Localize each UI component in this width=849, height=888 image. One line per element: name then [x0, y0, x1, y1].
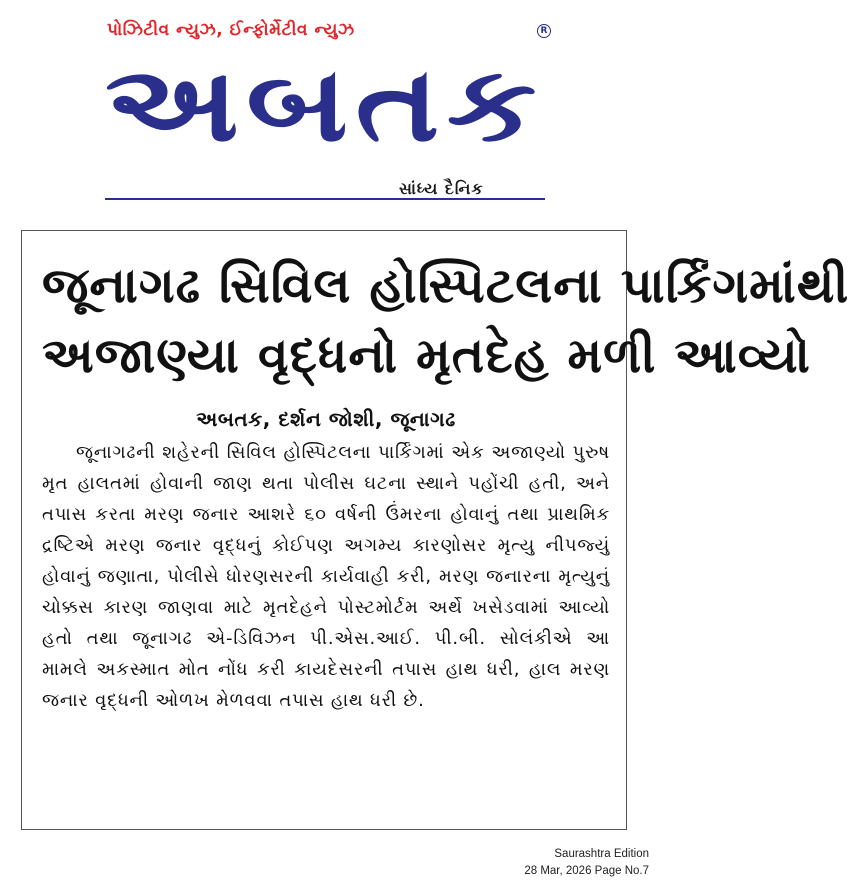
headline-line-1: જૂનાગઢ સિવિલ હોસ્પિટલના પાર્કિંગમાંથી: [42, 257, 849, 314]
edition-name: Saurashtra Edition: [554, 848, 649, 860]
article-byline: અબતક, દર્શન જોશી, જૂનાગઢ: [196, 407, 456, 431]
masthead-divider: [105, 198, 545, 200]
newspaper-logo: અબતક: [105, 43, 544, 165]
masthead-subtitle: સાંધ્ય દૈનિક: [399, 179, 484, 198]
headline-line-2: અજાણ્યા વૃદ્ધનો મૃતદેહ મળી આવ્યો: [42, 327, 811, 384]
registered-mark-icon: R: [537, 24, 551, 38]
article-box: [21, 230, 849, 830]
article-headline: [42, 251, 849, 391]
article-body: જૂનાગઢની શહેરની સિવિલ હોસ્પિટલના પાર્કિંગમાં એક અજાણ્યો પુરુષ મૃત હાલતમાં હોવાની જાણ થતા પોલીસ ઘટના સ્થાને પહોંચી હતી, અને તપાસ કરતા મરણ જનાર આશરે ૬૦ વર્ષની ઉંમરના હોવાનું તથા પ્રાથમિક દ્રષ્ટિએ મરણ જનાર વૃદ્ધનું કોઈપણ અગમ્ય કારણોસર મૃત્યુ નીપજ્યું હોવાનું જણાતા, પોલીસે ધોરણસરની કાર્યવાહી કરી, મરણ જનારના મૃત્યુનું ચોક્કસ કારણ જાણવા માટે મૃતદેહને પોસ્ટમોર્ટમ અર્થે ખસેડવામાં આવ્યો હતો તથા જૂનાગઢ એ-ડિવિઝન પી.એસ.આઈ. પી.બી. સોલંકીએ આ મામલે અકસ્માત મોત નોંધ કરી કાયદેસરની તપાસ હાથ ધરી, હાલ મરણ જનાર વૃદ્ધની ઓળખ મેળવવા તપાસ હાથ ધરી છે.: [42, 442, 610, 711]
edition-info: [524, 846, 649, 880]
masthead: [105, 14, 555, 204]
masthead-tagline: પોઝિટીવ ન્યુઝ, ઈન્ફોર્મેટીવ ન્યુઝ: [107, 20, 355, 40]
edition-date-page: 28 Mar, 2026 Page No.7: [524, 865, 649, 877]
